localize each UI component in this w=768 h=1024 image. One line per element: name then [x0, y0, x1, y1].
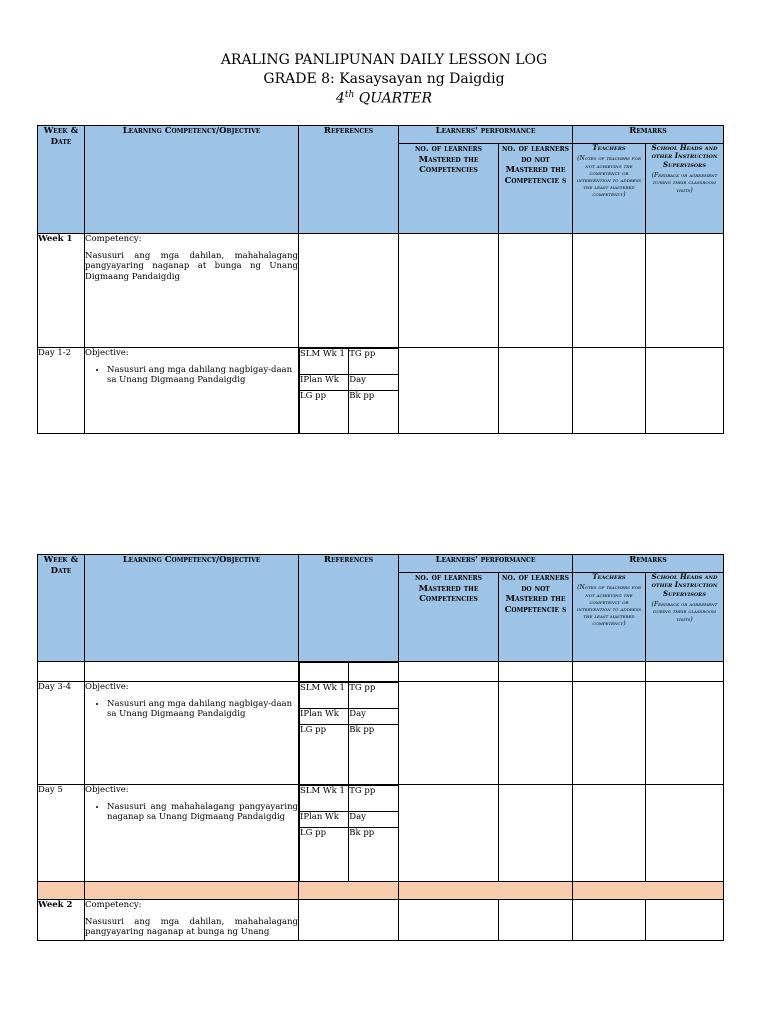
day-cell: Day 5: [38, 785, 85, 882]
competency-label: Competency:: [85, 900, 142, 910]
competency-text: Nasusuri ang mga dahilan, mahahalagang pangyayaring naganap at bunga ng Unang Digmaang Pandaigdig: [85, 250, 298, 282]
not-mastered-cell: [499, 900, 573, 941]
heads-label: School Heads and other Instruction Supervisors: [651, 143, 718, 169]
mastered-cell: [399, 682, 499, 785]
ref-iplan: IPlan Wk: [300, 709, 349, 725]
header-competency: Learning Competency/Objective: [85, 555, 299, 662]
ref-tg: TG pp: [349, 786, 398, 812]
teachers-note: (Notes of teachers for not achieving the competency or intervention to address the least mastered competency): [576, 584, 642, 628]
empty-cell: [399, 662, 499, 682]
not-mastered-cell: [499, 682, 573, 785]
objective-cell: [85, 682, 299, 785]
header-remarks: Remarks: [573, 126, 724, 144]
ref-day: Day: [349, 709, 398, 725]
heads-note: (Feedback or agreement during their classroom visits): [651, 601, 718, 623]
divider-cell: [399, 882, 573, 900]
ref-iplan: IPlan Wk: [300, 375, 349, 391]
competency-cell: [85, 234, 299, 348]
objective-label: Objective:: [85, 785, 129, 795]
reference-grid: [299, 682, 398, 784]
heads-label: School Heads and other Instruction Supervisors: [651, 572, 718, 598]
reference-grid: [299, 662, 398, 681]
header-learners-performance: Learners' performance: [399, 555, 573, 573]
header-heads: [646, 573, 724, 662]
quarter-number: 4: [335, 90, 345, 107]
objective-bullet: • Nasusuri ang mga dahilang nagbigay-daan sa Unang Digmaang Pandaigdig: [107, 365, 298, 386]
quarter-suffix: th: [344, 90, 355, 100]
empty-cell: [349, 663, 398, 682]
ref-slm: SLM Wk 1: [300, 349, 349, 375]
week-cell: Week 2: [38, 900, 85, 941]
header-remarks: Remarks: [573, 555, 724, 573]
log-title: ARALING PANLIPUNAN DAILY LESSON LOG: [220, 52, 548, 68]
competency-cell: [85, 900, 299, 941]
objective-bullet: • Nasusuri ang mahahalagang pangyayaring naganap sa Unang Digmaang Pandaigdig: [107, 802, 298, 823]
mastered-cell: [399, 348, 499, 434]
header-references: References: [299, 126, 399, 234]
empty-cell: [300, 663, 349, 682]
heads-cell: [646, 348, 724, 434]
empty-cell: [85, 662, 299, 682]
ref-iplan: IPlan Wk: [300, 812, 349, 828]
references-cell: [299, 900, 399, 941]
ref-bk: Bk pp: [349, 828, 398, 881]
day-cell: Day 1-2: [38, 348, 85, 434]
references-cell: [299, 662, 399, 682]
heads-cell: [646, 785, 724, 882]
teachers-label: Teachers: [592, 572, 626, 581]
divider-cell: [299, 882, 399, 900]
teachers-cell: [573, 348, 646, 434]
ref-day: Day: [349, 812, 398, 828]
heads-note: (Feedback or agreement during their classroom visits): [651, 172, 718, 194]
empty-cell: [573, 662, 646, 682]
mastered-cell: [399, 900, 499, 941]
ref-bk: Bk pp: [349, 725, 398, 784]
quarter-title: [0, 90, 768, 107]
teachers-label: Teachers: [592, 143, 626, 152]
references-cell: [299, 234, 399, 348]
references-cell: [299, 785, 399, 882]
ref-tg: TG pp: [349, 683, 398, 709]
ref-tg: TG pp: [349, 349, 398, 375]
ref-slm: SLM Wk 1: [300, 786, 349, 812]
header-learners-performance: Learners' performance: [399, 126, 573, 144]
empty-cell: [38, 662, 85, 682]
not-mastered-cell: [499, 348, 573, 434]
quarter-word: QUARTER: [358, 90, 433, 107]
ref-lg: LG pp: [300, 828, 349, 881]
heads-cell: [646, 900, 724, 941]
mastered-cell: [399, 785, 499, 882]
ref-lg: LG pp: [300, 725, 349, 784]
week-divider-row: [38, 882, 724, 900]
header-mastered: no. of learners Mastered the Competencies: [399, 144, 499, 234]
divider-cell: [85, 882, 299, 900]
teachers-cell: [573, 785, 646, 882]
divider-cell: [38, 882, 85, 900]
objective-label: Objective:: [85, 348, 129, 358]
header-teachers: [573, 144, 646, 234]
divider-cell: [573, 882, 724, 900]
references-cell: [299, 348, 399, 434]
header-not-mastered: no. of learners do not Mastered the Competencie s: [499, 573, 573, 662]
not-mastered-cell: [499, 785, 573, 882]
mastered-cell: [399, 234, 499, 348]
objective-label: Objective:: [85, 682, 129, 692]
reference-grid: [299, 348, 398, 433]
objective-bullet: • Nasusuri ang mga dahilang nagbigay-daan sa Unang Digmaang Pandaigdig: [107, 699, 298, 720]
competency-text: Nasusuri ang mga dahilan, mahahalagang pangyayaring naganap at bunga ng Unang: [85, 916, 298, 937]
header-not-mastered: no. of learners do not Mastered the Competencie s: [499, 144, 573, 234]
empty-cell: [499, 662, 573, 682]
header-references: References: [299, 555, 399, 662]
ref-bk: Bk pp: [349, 391, 398, 433]
heads-cell: [646, 234, 724, 348]
ref-lg: LG pp: [300, 391, 349, 433]
objective-cell: [85, 348, 299, 434]
teachers-note: (Notes of teachers for not achieving the competency or intervention to address the least mastered competency): [576, 155, 642, 199]
header-week-date: Week & Date: [38, 126, 85, 234]
header-mastered: no. of learners Mastered the Competencies: [399, 573, 499, 662]
week-cell: Week 1: [38, 234, 85, 348]
header-teachers: [573, 573, 646, 662]
teachers-cell: [573, 900, 646, 941]
ref-day: Day: [349, 375, 398, 391]
teachers-cell: [573, 234, 646, 348]
empty-cell: [646, 662, 724, 682]
heads-cell: [646, 682, 724, 785]
lesson-log-table-1: [37, 125, 724, 434]
references-cell: [299, 682, 399, 785]
not-mastered-cell: [499, 234, 573, 348]
lesson-log-table-2: [37, 554, 724, 941]
header-competency: Learning Competency/Objective: [85, 126, 299, 234]
teachers-cell: [573, 682, 646, 785]
header-heads: [646, 144, 724, 234]
objective-cell: [85, 785, 299, 882]
competency-label: Competency:: [85, 234, 142, 244]
ref-slm: SLM Wk 1: [300, 683, 349, 709]
header-week-date: Week & Date: [38, 555, 85, 662]
reference-grid: [299, 785, 398, 881]
grade-title: GRADE 8: Kasaysayan ng Daigdig: [263, 71, 505, 87]
day-cell: Day 3-4: [38, 682, 85, 785]
